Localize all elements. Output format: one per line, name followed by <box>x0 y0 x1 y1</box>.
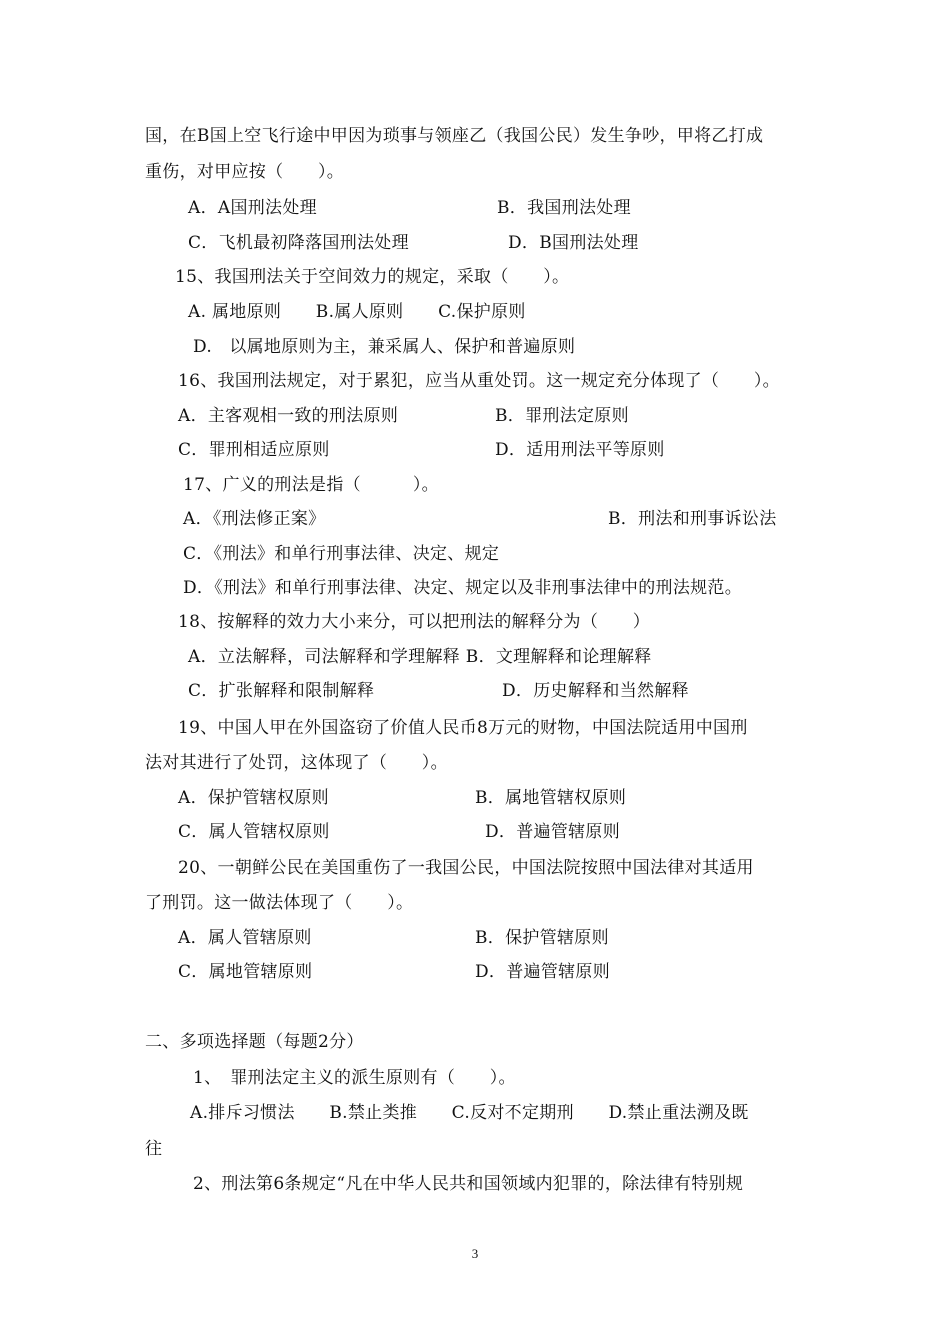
question-19: 19、中国人甲在外国盗窃了价值人民币8万元的财物，中国法院适用中国刑 <box>178 718 748 738</box>
option-c: C．扩张解释和限制解释 <box>188 681 375 701</box>
question-m2: 2、刑法第6条规定“凡在中华人民共和国领域内犯罪的，除法律有特别规 <box>193 1174 744 1194</box>
option-b: B．我国刑法处理 <box>497 198 631 218</box>
option-a: A．A国刑法处理 <box>188 198 317 218</box>
option-b: B．属地管辖权原则 <box>475 788 627 808</box>
option-c: C．属人管辖权原则 <box>178 822 330 842</box>
option-b: B．刑法和刑事诉讼法 <box>608 509 777 529</box>
option-d: D．《刑法》和单行刑事法律、决定、规定以及非刑事法律中的刑法规范。 <box>183 578 743 598</box>
option-d: D．适用刑法平等原则 <box>495 440 665 460</box>
text-line: 国，在B国上空飞行途中甲因为琐事与领座乙（我国公民）发生争吵，甲将乙打成 <box>145 126 764 146</box>
option-a: A．保护管辖权原则 <box>178 788 329 808</box>
option-a: A．属人管辖原则 <box>178 928 312 948</box>
text-line: 重伤，对甲应按（ ）。 <box>145 162 345 182</box>
option-c: C．飞机最初降落国刑法处理 <box>188 233 409 253</box>
page-number: 3 <box>471 1246 479 1261</box>
question-m1: 1、 罪刑法定主义的派生原则有（ ）。 <box>193 1068 516 1088</box>
options-abc: A. 属地原则 B.属人原则 C.保护原则 <box>188 302 526 322</box>
options-m1: A.排斥习惯法 B.禁止类推 C.反对不定期刑 D.禁止重法溯及既 <box>190 1103 749 1123</box>
section-heading: 二、多项选择题（每题2分） <box>145 1032 364 1052</box>
option-b: B．罪刑法定原则 <box>495 406 629 426</box>
question-20: 20、一朝鲜公民在美国重伤了一我国公民，中国法院按照中国法律对其适用 <box>178 858 754 878</box>
option-c: C．罪刑相适应原则 <box>178 440 330 460</box>
text-line: 往 <box>145 1139 163 1159</box>
option-c: C．《刑法》和单行刑事法律、决定、规定 <box>183 544 500 564</box>
option-a: A．《刑法修正案》 <box>183 509 326 529</box>
option-d: D．普遍管辖原则 <box>485 822 621 842</box>
option-b: B．保护管辖原则 <box>475 928 609 948</box>
option-a: A．主客观相一致的刑法原则 <box>178 406 399 426</box>
text-line: 了刑罚。这一做法体现了（ ）。 <box>145 893 414 913</box>
option-d: D．历史解释和当然解释 <box>502 681 689 701</box>
question-15: 15、我国刑法关于空间效力的规定，采取（ ）。 <box>175 267 570 287</box>
text-line: 法对其进行了处罚，这体现了（ ）。 <box>145 753 448 773</box>
option-d: D．B国刑法处理 <box>508 233 639 253</box>
question-16: 16、我国刑法规定，对于累犯，应当从重处罚。这一规定充分体现了（ ）。 <box>178 371 780 391</box>
option-d: D. 以属地原则为主，兼采属人、保护和普遍原则 <box>193 337 576 357</box>
option-c: C．属地管辖原则 <box>178 962 313 982</box>
option-d: D．普遍管辖原则 <box>475 962 611 982</box>
question-17: 17、广义的刑法是指（ ）。 <box>183 475 439 495</box>
options-ab: A．立法解释，司法解释和学理解释 B．文理解释和论理解释 <box>188 647 652 667</box>
question-18: 18、按解释的效力大小来分，可以把刑法的解释分为（ ） <box>178 612 651 632</box>
